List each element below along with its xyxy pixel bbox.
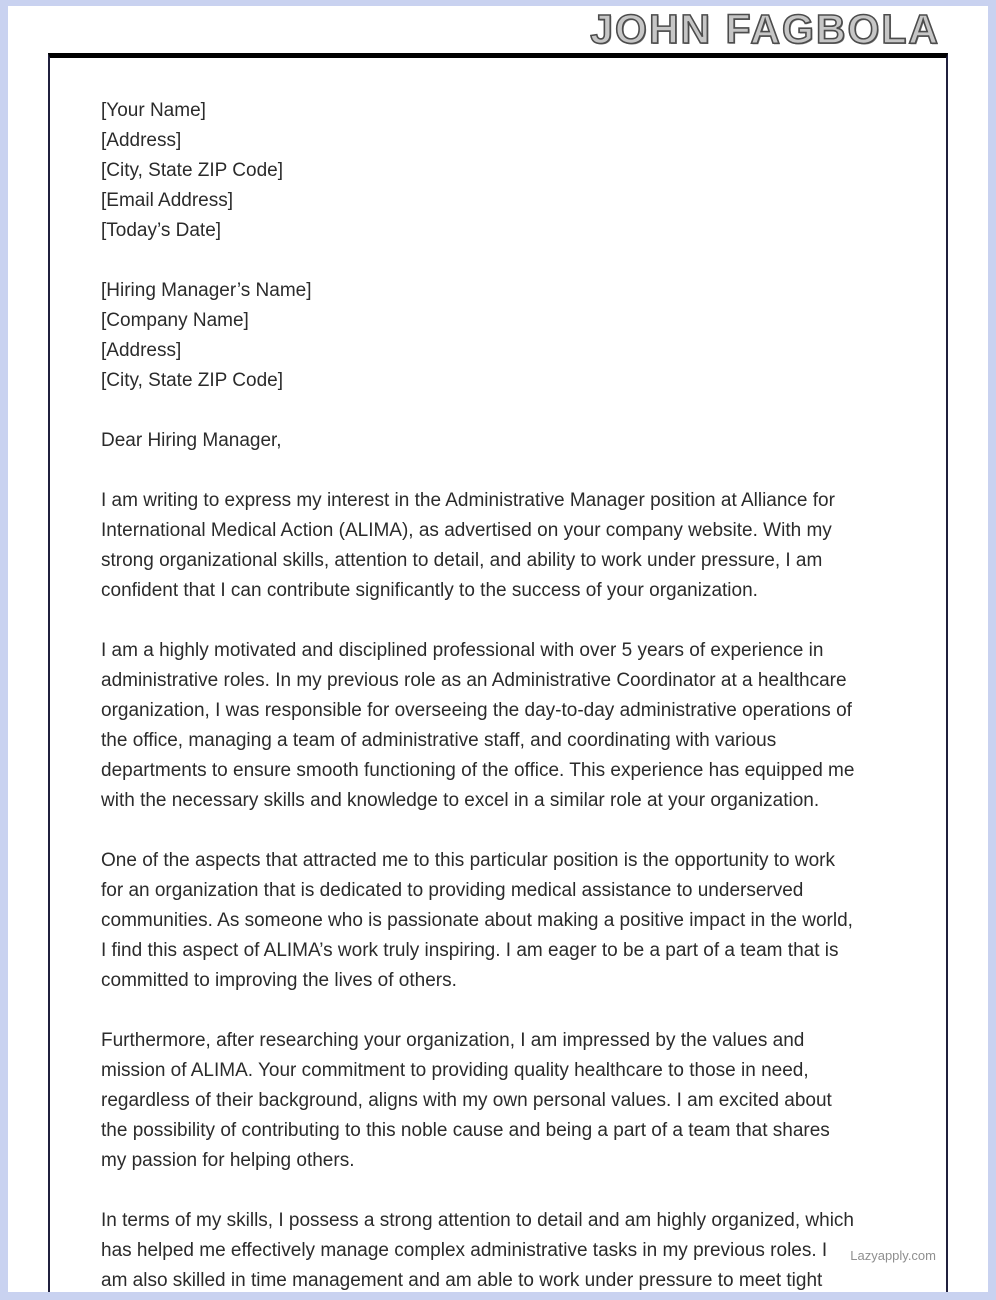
sender-line: [Your Name] xyxy=(101,100,206,121)
recipient-block xyxy=(101,276,858,396)
document-sheet xyxy=(8,6,988,1292)
letter-page xyxy=(48,53,948,1292)
letter-body xyxy=(50,58,902,1292)
letterhead-name: JOHN FAGBOLA xyxy=(590,6,940,52)
recipient-line: [Address] xyxy=(101,340,182,361)
recipient-line: [City, State ZIP Code] xyxy=(101,370,283,391)
recipient-line: [Company Name] xyxy=(101,310,249,331)
letter-paragraph: In terms of my skills, I possess a strong attention to detail and am highly organized, which has helped me effectively manage complex administrative tasks in my previous roles. I am also skilled in time management and am able to work under pressure to meet tight xyxy=(101,1210,854,1291)
sender-line: [Email Address] xyxy=(101,190,233,211)
watermark: Lazyapply.com xyxy=(850,1248,936,1263)
sender-line: [Address] xyxy=(101,130,182,151)
letter-paragraph: One of the aspects that attracted me to this particular position is the opportunity to work for an organization that is dedicated to providing medical assistance to underserved communities. As someone who is passionate about making a positive impact in the world, I find this aspect of ALIMA’s work truly inspiring. I am eager to be a part of a team that is committed to improving the lives of others. xyxy=(101,850,853,991)
letterhead xyxy=(8,6,988,53)
letter-paragraph: Furthermore, after researching your organization, I am impressed by the values and mission of ALIMA. Your commitment to providing quality healthcare to those in need, regardless of their background, aligns with my own personal values. I am excited about the possibility of contributing to this noble cause and being a part of a team that shares my passion for helping others. xyxy=(101,1030,832,1171)
sender-line: [Today’s Date] xyxy=(101,220,222,241)
sender-block xyxy=(101,96,858,246)
sender-line: [City, State ZIP Code] xyxy=(101,160,283,181)
recipient-line: [Hiring Manager’s Name] xyxy=(101,280,312,301)
salutation: Dear Hiring Manager, xyxy=(101,430,282,451)
letter-paragraph: I am a highly motivated and disciplined professional with over 5 years of experience in administrative roles. In my previous role as an Administrative Coordinator at a healthcare organization, I was responsible for overseeing the day-to-day administrative operations of the office, managing a team of administrative staff, and coordinating with various departments to ensure smooth functioning of the office. This experience has equipped me with the necessary skills and knowledge to excel in a similar role at your organization. xyxy=(101,640,855,811)
letter-paragraph: I am writing to express my interest in the Administrative Manager position at Alliance for International Medical Action (ALIMA), as advertised on your company website. With my strong organizational skills, attention to detail, and ability to work under pressure, I am confident that I can contribute significantly to the success of your organization. xyxy=(101,490,835,601)
